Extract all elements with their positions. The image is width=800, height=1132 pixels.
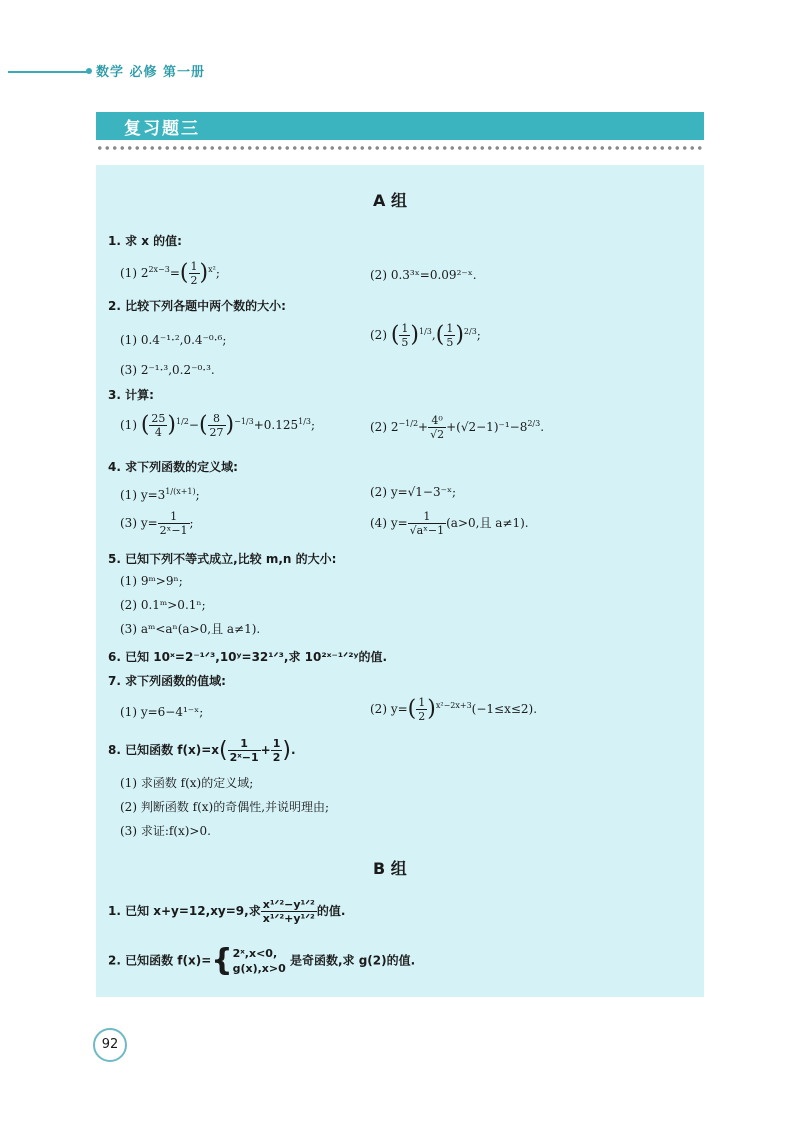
case-2: g(x),x>0 [232,962,286,975]
question-a3-part1: (1) ( $\frac{25}{4}$ )$^{1/2}$−( $\frac{8}{27}$ )$^{-1/3}+0.125^{1/3}$; [120,412,316,439]
header-dot [86,68,92,74]
group-b-title: B 组 [373,859,407,878]
question-a5-part3: (3) aᵐ<aⁿ(a>0,且 a≠1). [120,622,261,636]
question-a8-part3: (3) 求证:f(x)>0. [120,824,211,838]
question-b1: 1. 已知 x+y=12,xy=9,求 $\frac{\text{x¹ᐟ²−y¹ᐟ²}}{\text{x¹ᐟ²+y¹ᐟ²}}$ 的值. [108,898,346,925]
question-a7-part1: (1) y=6−4¹⁻ˣ; [120,705,204,719]
question-a3-part2: (2) $2^{-1/2}+$ $\frac{\text{4⁰}}{√2}$ $+(√2-1)^{-1}-8^{2/3}$. [370,414,545,441]
question-a5: 5. 已知下列不等式成立,比较 m,n 的大小: [108,552,337,566]
question-a8-part1: (1) 求函数 f(x)的定义域; [120,776,254,790]
question-a1: 1. 求 x 的值: [108,234,182,248]
book-title: 数学 必修 第一册 [96,65,206,80]
question-a5-part2: (2) 0.1ᵐ>0.1ⁿ; [120,598,206,612]
question-a2-part2: (2) ( $\frac{1}{5}$ )$^{1/3}$,( $\frac{1}{5}$ )$^{2/3}$; [370,322,481,349]
question-a3: 3. 计算: [108,388,154,402]
question-a1-part1: (1) $2^{2x-3}=$( $\frac{1}{2}$ )$^{x^2}$; [120,260,220,287]
question-a7: 7. 求下列函数的值域: [108,674,226,688]
question-a7-part2: (2) y=( $\frac{1}{2}$ )$^{x^2-2x+3}$(−1≤x≤2). [370,696,538,723]
question-a6: 6. 已知 10ˣ=2⁻¹ᐟ³,10ʸ=32¹ᐟ³,求 10²ˣ⁻¹ᐟ²ʸ的值. [108,650,388,664]
page-number: 92 [93,1028,127,1062]
question-a2: 2. 比较下列各题中两个数的大小: [108,299,286,313]
header-rule [8,71,88,73]
question-a4-part2: (2) y=√1−3⁻ˣ; [370,485,457,499]
question-b2: 2. 已知函数 f(x)={2ˣ,x<0, g(x),x>0 是奇函数,求 g(2)的值. [108,943,416,978]
dotted-divider [96,145,704,151]
group-a-title: A 组 [373,191,407,210]
question-a8: 8. 已知函数 f(x)=x( $\frac{1}{\text{2ˣ−1}}$ + $\frac{1}{2}$ ). [108,737,296,764]
question-a2-part1: (1) 0.4⁻¹·²,0.4⁻⁰·⁶; [120,333,227,347]
question-a2-part3: (3) 2⁻¹·³,0.2⁻⁰·³. [120,363,215,377]
section-title: 复习题三 [124,119,200,139]
case-1: 2ˣ,x<0, [232,947,278,960]
question-a1-part2: (2) 0.3³ˣ=0.09²⁻ˣ. [370,268,477,282]
question-a4-part3: (3) y= $\frac{1}{\text{2ˣ−1}}$ ; [120,510,194,537]
question-a4-part4: (4) y= $\frac{1}{\text{√aˣ−1}}$ (a>0,且 a≠1). [370,510,529,537]
question-a5-part1: (1) 9ᵐ>9ⁿ; [120,574,183,588]
question-a8-part2: (2) 判断函数 f(x)的奇偶性,并说明理由; [120,800,330,814]
question-a4-part1: (1) $y=3^{1/(x+1)}$; [120,487,200,502]
question-a4: 4. 求下列函数的定义域: [108,460,238,474]
